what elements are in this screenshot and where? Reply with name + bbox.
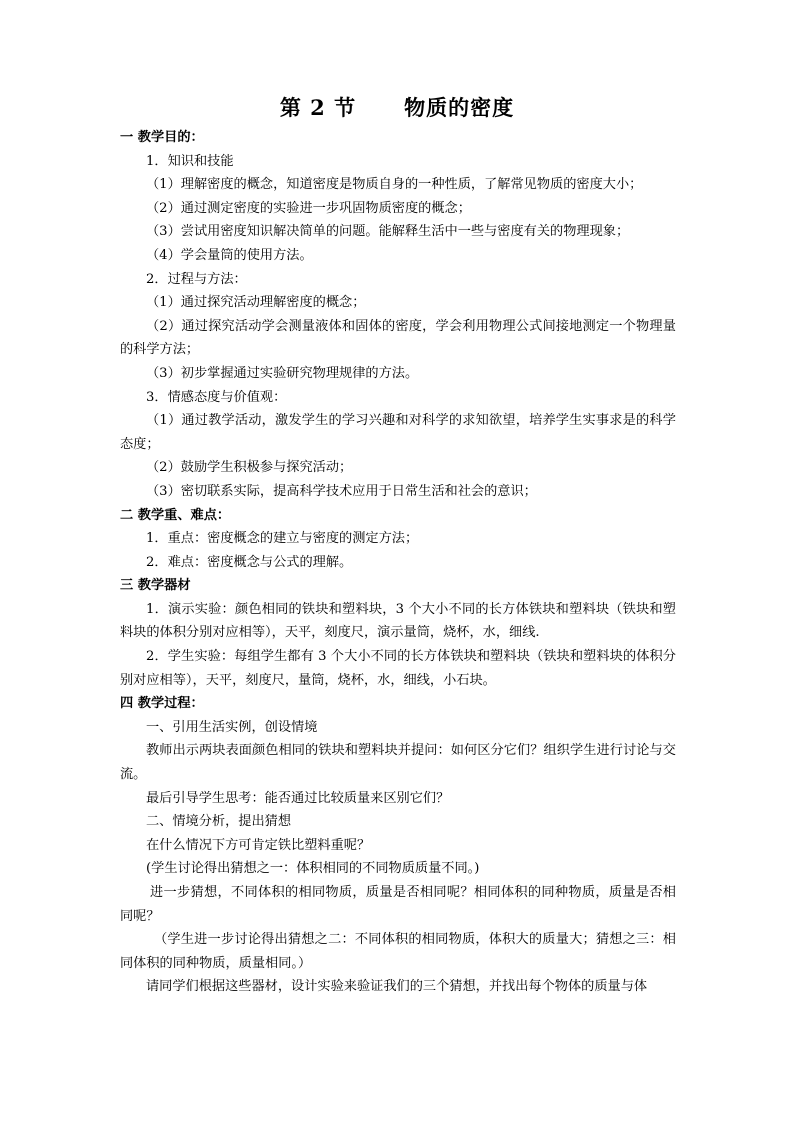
- document-body: [120, 126, 676, 999]
- heading-teaching-objectives: 一 教学目的：: [120, 130, 204, 145]
- subheading-real-life-examples: 一、引用生活实例，创设情境: [146, 719, 318, 735]
- list-item: 1．重点：密度概念的建立与密度的测定方法；: [146, 531, 419, 547]
- list-item: 2．学生实验：每组学生都有 3 个大小不同的长方体铁块和塑料块（铁块和塑料块的体积分别对应相等），天平，刻度尺，量筒，烧杯，水，细线，小石块。: [120, 649, 676, 688]
- page-title: [0, 92, 794, 122]
- list-item: 1．演示实验：颜色相同的铁块和塑料块，3 个大小不同的长方体铁块和塑料块（铁块和塑料块的体积分别对应相等），天平，刻度尺，演示量筒，烧杯，水，细线.: [120, 601, 676, 641]
- section-number: 第 2 节: [279, 95, 357, 120]
- paragraph: 请同学们根据这些器材，设计实验来验证我们的三个猜想，并找出每个物体的质量与体: [146, 979, 648, 995]
- paragraph: 进一步猜想，不同体积的相同物质，质量是否相同呢？相同体积的同种物质，质量是否相同呢？: [120, 885, 676, 924]
- heading-teaching-equipment: 三 教学器材: [120, 578, 191, 594]
- paragraph: 教师出示两块表面颜色相同的铁块和塑料块并提问：如何区分它们？组织学生进行讨论与交流。: [120, 743, 676, 783]
- list-item: （1）理解密度的概念，知道密度是物质自身的一种性质，了解常见物质的密度大小；: [146, 177, 643, 193]
- section-name: 物质的密度: [404, 95, 515, 120]
- list-item: （2）通过测定密度的实验进一步巩固物质密度的概念；: [146, 200, 471, 216]
- subheading-attitudes-values: 3．情感态度与价值观：: [146, 389, 287, 405]
- paragraph: 最后引导学生思考：能否通过比较质量来区别它们？: [146, 790, 450, 806]
- subheading-process-methods: 2．过程与方法：: [146, 271, 247, 287]
- list-item: （2）通过探究活动学会测量液体和固体的密度，学会利用物理公式间接地测定一个物理量的科学方法；: [120, 318, 676, 358]
- list-item: 2．难点：密度概念与公式的理解。: [146, 554, 353, 570]
- paragraph: 在什么情况下方可肯定铁比塑料重呢？: [146, 837, 371, 853]
- list-item: （1）通过探究活动理解密度的概念；: [146, 295, 366, 311]
- paragraph: (学生讨论得出猜想之一：体积相同的不同物质质量不同。): [146, 861, 480, 877]
- paragraph: （学生进一步讨论得出猜想之二：不同体积的相同物质，体积大的质量大；猜想之三：相同体积的同种物质，质量相同。）: [120, 932, 676, 971]
- list-item: （3）密切联系实际，提高科学技术应用于日常生活和社会的意识；: [146, 483, 537, 499]
- list-item: （3）尝试用密度知识解决简单的问题。能解释生活中一些与密度有关的物理现象；: [146, 224, 630, 240]
- list-item: （1）通过教学活动，激发学生的学习兴趣和对科学的求知欲望，培养学生实事求是的科学态度；: [120, 413, 676, 452]
- subheading-knowledge-skills: 1．知识和技能: [146, 153, 234, 169]
- subheading-situation-analysis: 二、情境分析，提出猜想: [146, 814, 292, 830]
- heading-key-difficult-points: 二 教学重、难点：: [120, 507, 231, 523]
- list-item: （3）初步掌握通过实验研究物理规律的方法。: [146, 365, 419, 381]
- heading-teaching-process: 四 教学过程：: [120, 696, 204, 712]
- list-item: （4）学会量筒的使用方法。: [146, 247, 313, 263]
- list-item: （2）鼓励学生积极参与探究活动；: [146, 460, 353, 476]
